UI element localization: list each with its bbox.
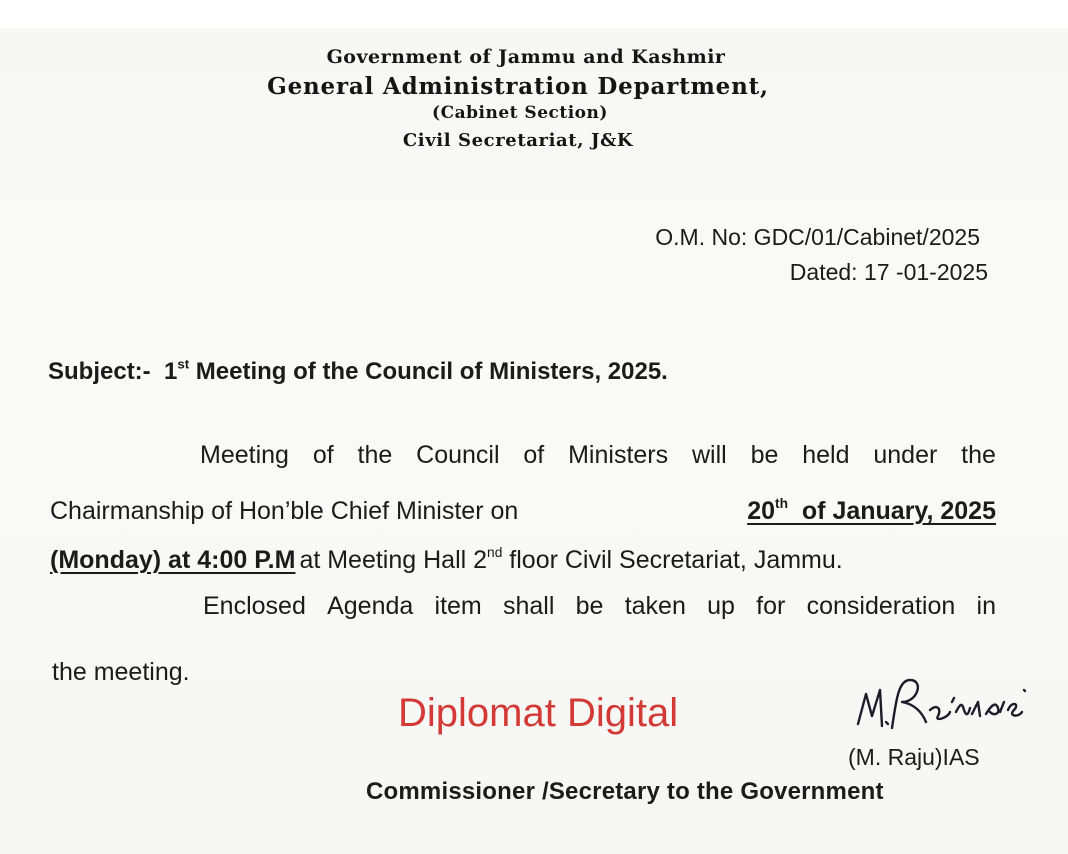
word: will xyxy=(691,441,727,469)
meeting-date xyxy=(747,497,996,526)
meeting-day-time: (Monday) at 4:00 P.M xyxy=(50,546,296,574)
word: Ministers xyxy=(568,441,669,469)
header-section: (Cabinet Section) xyxy=(432,103,608,123)
word: Agenda xyxy=(327,592,414,620)
subject-text: Meeting of the Council of Ministers, 2025. xyxy=(195,358,668,385)
watermark: Diplomat Digital xyxy=(398,691,679,735)
word: be xyxy=(750,441,779,469)
word: the xyxy=(357,441,393,469)
word: consideration xyxy=(806,592,956,620)
om-date: Dated: 17 -01-2025 xyxy=(789,259,988,285)
chairmanship-text: Chairmanship of Hon’ble Chief Minister on xyxy=(50,497,519,525)
meeting-date-rest: of January, 2025 xyxy=(801,497,996,525)
header-department: General Administration Department, xyxy=(267,73,769,100)
word: held xyxy=(802,441,850,469)
paragraph-1-line-2 xyxy=(50,497,996,526)
meeting-venue-end: floor Civil Secretariat, Jammu. xyxy=(509,546,843,574)
signatory-name: (M. Raju)IAS xyxy=(848,744,980,770)
word: Council xyxy=(416,441,500,469)
paragraph-1-line-1 xyxy=(200,441,996,470)
header-secretariat: Civil Secretariat, J&K xyxy=(402,130,634,151)
paragraph-1-line-3 xyxy=(50,546,843,575)
word: for xyxy=(756,592,786,620)
word: shall xyxy=(503,592,555,620)
word: be xyxy=(575,592,604,620)
meeting-venue: at Meeting Hall 2 xyxy=(299,546,488,574)
word: in xyxy=(976,592,996,620)
word: Enclosed xyxy=(203,592,306,620)
word: item xyxy=(434,592,482,620)
meeting-date-ordinal: th xyxy=(775,496,788,511)
word: taken xyxy=(624,592,686,620)
floor-ordinal: nd xyxy=(487,545,503,560)
word: of xyxy=(523,441,545,469)
subject-line xyxy=(48,358,668,386)
paragraph-2-line-1 xyxy=(203,592,996,621)
subject-ordinal: st xyxy=(177,356,190,372)
signatory-designation: Commissioner /Secretary to the Government xyxy=(366,778,884,805)
word: the xyxy=(961,441,996,469)
word: Meeting xyxy=(200,441,289,469)
subject-number: 1 xyxy=(164,358,178,385)
meeting-date-day: 20 xyxy=(747,497,776,525)
word: of xyxy=(312,441,334,469)
subject-label: Subject:- xyxy=(48,358,151,385)
handwritten-signature xyxy=(852,672,1032,742)
word: up xyxy=(707,592,735,620)
top-border xyxy=(0,0,1068,28)
header-government: Government of Jammu and Kashmir xyxy=(326,46,726,68)
word: under xyxy=(873,441,938,469)
paragraph-2-line-2: the meeting. xyxy=(52,658,190,686)
om-number: O.M. No: GDC/01/Cabinet/2025 xyxy=(655,224,980,250)
